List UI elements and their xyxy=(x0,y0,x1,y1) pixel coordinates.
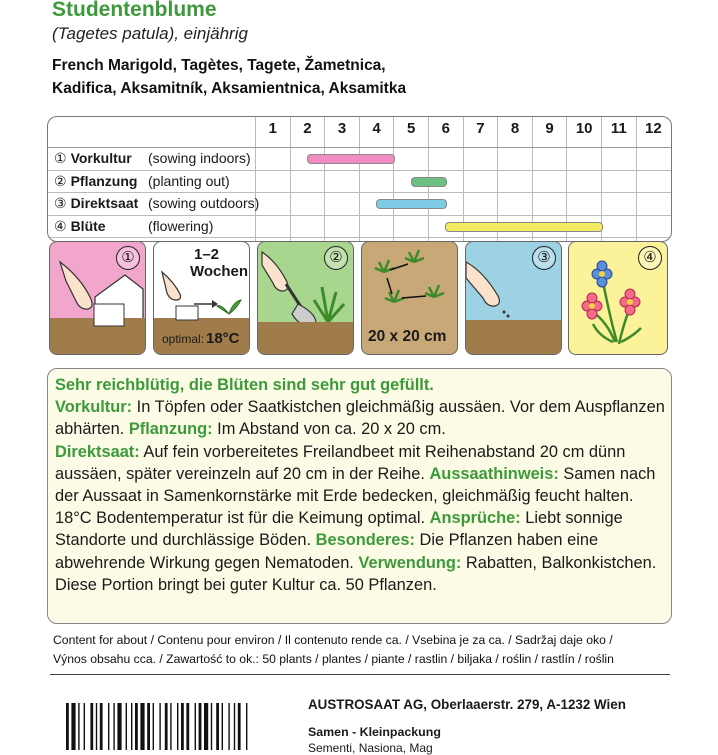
month-4: 4 xyxy=(372,120,381,137)
calendar-row-line xyxy=(48,147,671,148)
barcode-bar xyxy=(181,703,184,750)
verwendung-text: Rabatten, Balkonkistchen. Diese Portion bringt bei guter Kultur ca. 50 Pflanzen. xyxy=(55,553,657,594)
pictogram-number: ② xyxy=(324,246,348,270)
calendar-row-line xyxy=(48,170,671,171)
names-line-2: Kadifica, Aksamitník, Aksamientnica, Aksamitka xyxy=(52,80,407,97)
barcode xyxy=(66,703,286,750)
row-label-english: (sowing indoors) xyxy=(148,150,251,166)
barcode-bar xyxy=(117,703,121,750)
row-label-english: (flowering) xyxy=(148,217,214,234)
aussaathinweis-label: Aussaathinweis: xyxy=(429,464,559,483)
row-label: Vorkultur xyxy=(70,150,132,166)
calendar-bar-4 xyxy=(445,222,603,232)
weeks-number: 1–2 xyxy=(194,246,220,263)
pictogram-number: ④ xyxy=(638,246,662,270)
barcode-bar xyxy=(177,703,178,750)
barcode-bar xyxy=(71,703,75,750)
pictogram-planting-out xyxy=(257,241,354,355)
row-label: Blüte xyxy=(70,217,106,234)
trowel-planting-icon xyxy=(258,242,353,354)
row-label-english: (planting out) xyxy=(148,172,230,189)
sowing-calendar xyxy=(47,116,672,242)
pictogram-number: ① xyxy=(116,246,140,270)
row-label: Pflanzung xyxy=(70,172,138,189)
calendar-row-4 xyxy=(54,217,214,235)
pictogram-sowing-indoors xyxy=(49,241,146,355)
latin-name: (Tagetes patula), einjährig xyxy=(52,24,248,43)
calendar-bar-2 xyxy=(411,177,448,187)
barcode-bar xyxy=(108,703,109,750)
barcode-bar xyxy=(195,703,196,750)
calendar-row-1 xyxy=(54,150,251,167)
verwendung-label: Verwendung: xyxy=(358,553,462,572)
direktsaat-text: Auf fein vorbereitetes Freilandbeet mit Reihenabstand 20 cm dünn aussäen, später vereinzeln auf 20 cm in der Reihe. xyxy=(55,442,626,483)
company-address: AUSTROSAAT AG, Oberlaaerstr. 279, A-1232 Wien xyxy=(308,697,626,712)
row-number: ② xyxy=(54,172,67,189)
product-title: Studentenblume xyxy=(52,0,217,21)
month-3: 3 xyxy=(337,120,347,137)
row-label: Direktsaat xyxy=(70,195,139,211)
barcode-bar xyxy=(140,703,144,750)
calendar-bar-3 xyxy=(376,199,447,209)
calendar-bar-1 xyxy=(307,154,396,164)
barcode-bar xyxy=(147,703,150,750)
names-line-1: French Marigold, Tagètes, Tagete, Žametnica, xyxy=(52,57,386,74)
month-5: 5 xyxy=(407,120,416,137)
barcode-bar xyxy=(153,703,154,750)
calendar-row-line xyxy=(48,237,671,238)
aussaathinweis-text: Samen nach der Aussaat in Samenkornstärke mit Erde bedecken, gleichmäßig feucht halten. 18°C Bodentemperatur ist für die Keimung optimal. xyxy=(55,464,656,528)
month-6: 6 xyxy=(441,120,450,137)
month-11: 11 xyxy=(610,120,627,137)
barcode-bar xyxy=(135,703,138,750)
barcode-bar xyxy=(222,703,223,750)
barcode-bar xyxy=(159,703,160,750)
barcode-bar xyxy=(113,703,114,750)
package-type-translations: Sementi, Nasiona, Mag xyxy=(308,741,433,755)
package-type: Samen - Kleinpackung xyxy=(308,725,441,739)
barcode-bar xyxy=(78,703,79,750)
barcode-bar xyxy=(204,703,208,750)
barcode-bar xyxy=(246,703,247,750)
ansprueche-text: Liebt sonnige Standorte und durchlässige Böden. xyxy=(55,509,623,550)
month-8: 8 xyxy=(510,120,520,137)
pictogram-germination xyxy=(153,241,250,355)
barcode-bar xyxy=(211,703,212,750)
info-text xyxy=(55,374,667,596)
besonderes-label: Besonderes: xyxy=(315,531,415,550)
barcode-bar xyxy=(186,703,189,750)
row-number: ③ xyxy=(54,195,67,211)
barcode-bar xyxy=(90,703,93,750)
calendar-row-2 xyxy=(54,172,230,190)
row-label-english: (sowing outdoors) xyxy=(148,195,260,211)
vorkultur-text: In Töpfen oder Saatkistchen gleichmäßig aussäen. Vor dem Auspflanzen abhärten. xyxy=(55,398,665,439)
month-1: 1 xyxy=(268,120,277,137)
barcode-bar xyxy=(238,703,241,750)
content-line-1: Content for about / Contenu pour environ / Il contenuto rende ca. / Vsebina je za ca. / Sadržaj daje oko / xyxy=(53,633,613,647)
hand-sowing-outdoors-icon xyxy=(466,242,561,354)
month-12: 12 xyxy=(645,120,662,137)
info-headline: Sehr reichblütig, die Blüten sind sehr gut gefüllt. xyxy=(55,376,434,394)
weeks-label: Wochen xyxy=(190,263,249,280)
row-number: ④ xyxy=(54,217,67,234)
barcode-bar xyxy=(131,703,132,750)
besonderes-text: Die Pflanzen haben eine abwehrende Wirkung gegen Nematoden. xyxy=(55,531,599,572)
barcode-bar xyxy=(165,703,168,750)
month-9: 9 xyxy=(545,120,554,137)
barcode-bar xyxy=(66,703,69,750)
vorkultur-label: Vorkultur: xyxy=(55,398,133,417)
content-line-2: Výnos obsahu cca. / Zawartość to ok.: 50 plants / plantes / piante / rastlin / biljaka / roślin / rastlín / roślin xyxy=(53,652,614,666)
flowers-icon xyxy=(569,242,667,354)
divider xyxy=(50,674,670,675)
month-7: 7 xyxy=(476,120,485,137)
pictogram-direct-sowing xyxy=(465,241,562,355)
info-text-box xyxy=(47,368,672,624)
hand-sowing-pot-icon xyxy=(50,242,145,354)
pflanzung-text: Im Abstand von ca. 20 x 20 cm. xyxy=(212,420,446,439)
optimal-temperature: 18°C xyxy=(206,330,240,347)
barcode-bar xyxy=(234,703,235,750)
barcode-bar xyxy=(96,703,97,750)
optimal-label: optimal: xyxy=(162,332,205,346)
calendar-row-line xyxy=(48,192,671,193)
calendar-row-line xyxy=(48,215,671,216)
row-number: ① xyxy=(54,150,67,166)
pictogram-number: ③ xyxy=(532,246,556,270)
barcode-bar xyxy=(199,703,202,750)
month-10: 10 xyxy=(575,120,593,137)
barcode-bar xyxy=(84,703,85,750)
pictogram-spacing xyxy=(361,241,458,355)
ansprueche-label: Ansprüche: xyxy=(429,509,521,528)
barcode-bar xyxy=(216,703,219,750)
barcode-bar xyxy=(170,703,171,750)
barcode-bar xyxy=(126,703,127,750)
direktsaat-label: Direktsaat: xyxy=(55,442,140,461)
pflanzung-label: Pflanzung: xyxy=(128,420,213,439)
spacing-label: 20 x 20 cm xyxy=(368,328,447,345)
calendar-row-3 xyxy=(54,195,260,212)
pictogram-flowering xyxy=(568,241,668,355)
barcode-bar xyxy=(100,703,103,750)
barcode-bar xyxy=(228,703,229,750)
month-2: 2 xyxy=(303,120,312,137)
